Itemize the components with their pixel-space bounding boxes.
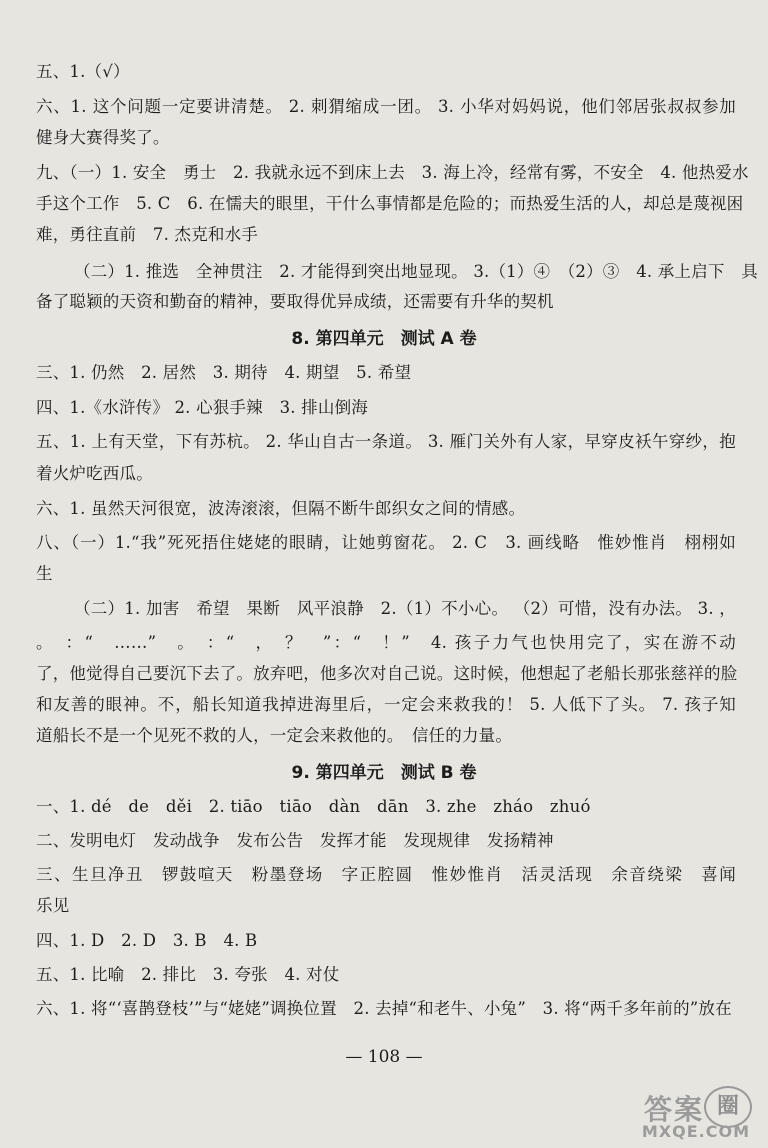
- answer-line: 三、1. 仍然 2. 居然 3. 期待 4. 期望 5. 希望: [36, 363, 412, 382]
- answer-line: 了，他觉得自己要沉下去了。放弃吧，他多次对自己说。这时候，他想起了老船长那张慈祥的脸: [36, 664, 738, 683]
- answer-line: 手这个工作 5. C 6. 在懦夫的眼里，干什么事情都是危险的；而热爱生活的人，却总是蔑视困: [36, 194, 744, 213]
- site-watermark: [616, 1086, 754, 1142]
- answer-line: 六、1. 将“‘喜鹊登枝’”与“姥姥”调换位置 2. 去掉“和老牛、小兔” 3. 将“两千多年前的”放在: [36, 999, 732, 1018]
- answer-line: （二）1. 加害 希望 果断 风平浪静 2.（1）不小心。 （2）可惜，没有办法。 3. ，: [74, 599, 736, 618]
- answer-line: 。 ：“ ……” 。 ：“ ， ？ ”：“ ！” 4. 孩子力气也快用完了，实在游不动: [36, 633, 736, 652]
- answer-line: 九、（一）1. 安全 勇士 2. 我就永远不到床上去 3. 海上冷，经常有雾，不安全 4. 他热爱水: [36, 163, 749, 182]
- watermark-badge-icon: 圈: [704, 1086, 752, 1128]
- answer-line: 难，勇往直前 7. 杰克和水手: [36, 225, 258, 244]
- answer-line: 乐见: [36, 896, 70, 915]
- answer-line: （二）1. 推选 全神贯注 2. 才能得到突出地显现。 3.（1）④ （2）③ 4. 承上启下 具: [74, 262, 758, 281]
- answer-line: 和友善的眼神。不，船长知道我掉进海里后，一定会来救我的！ 5. 人低下了头。 7. 孩子知: [36, 695, 736, 714]
- answer-line: 着火炉吃西瓜。: [36, 464, 153, 483]
- answer-line: 三、生旦净丑 锣鼓喧天 粉墨登场 字正腔圆 惟妙惟肖 活灵活现 余音绕梁 喜闻: [36, 865, 736, 884]
- watermark-text: 答案: [643, 1093, 704, 1126]
- answer-line: 五、1.（√）: [36, 62, 130, 81]
- answer-line: 五、1. 比喻 2. 排比 3. 夸张 4. 对仗: [36, 965, 340, 984]
- answer-line: 二、发明电灯 发动战争 发布公告 发挥才能 发现规律 发扬精神: [36, 831, 554, 850]
- answer-line: 一、1. dé de děi 2. tiāo tiāo dàn dān 3. zhe zháo zhuó: [36, 797, 591, 816]
- watermark-url: MXQE.COM: [641, 1122, 750, 1141]
- answer-line: 五、1. 上有天堂，下有苏杭。 2. 华山自古一条道。 3. 雁门关外有人家，早穿皮袄午穿纱，抱: [36, 432, 736, 451]
- answer-line: 八、（一）1.“我”死死捂住姥姥的眼睛，让她剪窗花。 2. C 3. 画线略 惟妙惟肖 栩栩如: [36, 533, 736, 552]
- answer-line: 道船长不是一个见死不救的人，一定会来救他的。 信任的力量。: [36, 726, 513, 745]
- answer-line: 四、1. D 2. D 3. B 4. B: [36, 931, 258, 950]
- answer-line: 生: [36, 564, 53, 583]
- answer-line: 六、1. 虽然天河很宽，波涛滚滚，但隔不断牛郎织女之间的情感。: [36, 499, 526, 518]
- answer-line: 健身大赛得奖了。: [36, 128, 170, 147]
- answer-line: 六、1. 这个问题一定要讲清楚。 2. 刺猬缩成一团。 3. 小华对妈妈说，他们邻居张叔叔参加: [36, 97, 736, 116]
- answer-line: 备了聪颖的天资和勤奋的精神，要取得优异成绩，还需要有升华的契机: [36, 292, 554, 311]
- page-number: — 108 —: [345, 1047, 423, 1067]
- section-heading: 9. 第四单元 测试 B 卷: [291, 763, 477, 783]
- answer-line: 四、1.《水浒传》 2. 心狠手辣 3. 排山倒海: [36, 398, 368, 417]
- section-heading: 8. 第四单元 测试 A 卷: [291, 329, 477, 349]
